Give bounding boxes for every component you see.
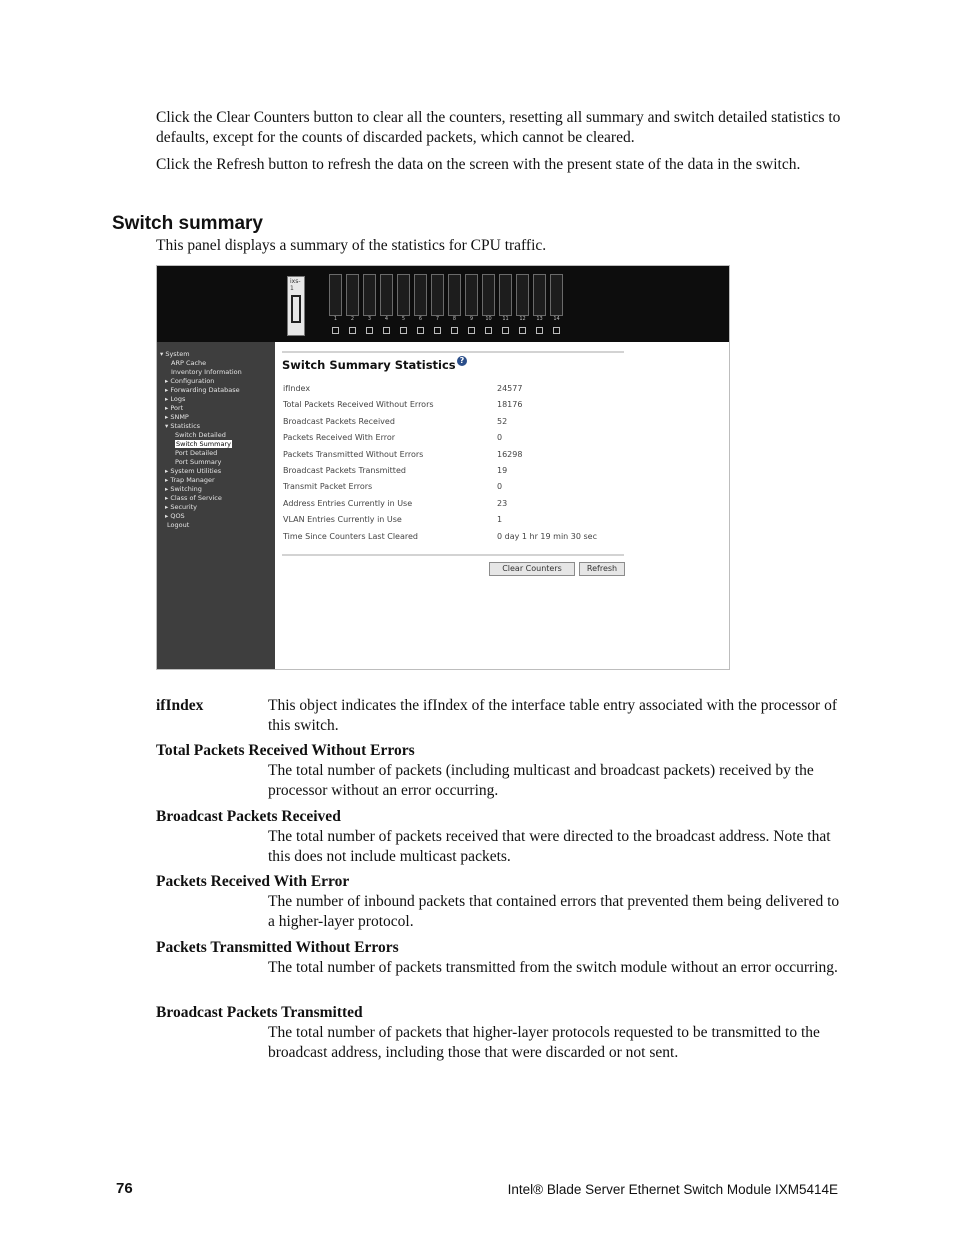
port-slot[interactable] <box>363 274 376 316</box>
stat-value: 0 <box>497 433 503 443</box>
nav-item[interactable]: Port Detailed <box>175 449 218 457</box>
stat-label: Broadcast Packets Received <box>283 416 395 426</box>
port-slot[interactable] <box>431 274 444 316</box>
port-number: 11 <box>502 316 509 322</box>
nav-item[interactable]: ▸ System Utilities <box>165 467 222 475</box>
port-number: 13 <box>536 316 543 322</box>
nav-item[interactable]: ▸ SNMP <box>165 413 189 421</box>
port-slot[interactable] <box>448 274 461 316</box>
nav-item[interactable]: Inventory Information <box>171 368 242 376</box>
clear-counters-button[interactable]: Clear Counters <box>489 562 575 576</box>
definition-term: Broadcast Packets Transmitted <box>156 1004 363 1021</box>
port-led-icon <box>332 327 339 334</box>
stat-value: 23 <box>497 498 508 508</box>
stat-value: 19 <box>497 466 508 475</box>
nav-item[interactable]: Logout <box>167 521 190 529</box>
intro-clear-counters-paragraph: Click the Clear Counters button to clear all the counters, resetting all summary and switch detailed statistics to defaults, except for the counts of discarded packets, which cannot be cleared. <box>156 109 841 146</box>
port-slot[interactable] <box>329 274 342 316</box>
port-number: 14 <box>553 316 560 322</box>
port-slot[interactable] <box>533 274 546 316</box>
port-number: 5 <box>401 316 406 322</box>
port-slot[interactable] <box>550 274 563 316</box>
definition-text: The total number of packets (including multicast and broadcast packets) received by the processor without an error occurring. <box>268 762 814 799</box>
stat-value: 16298 <box>497 449 523 459</box>
port-slot[interactable] <box>414 274 427 316</box>
switch-unit-icon <box>287 276 305 336</box>
port-led-icon <box>434 327 441 334</box>
nav-item[interactable]: Switch Detailed <box>175 431 226 439</box>
port-slot[interactable] <box>499 274 512 316</box>
definition-term: Broadcast Packets Received <box>156 807 341 825</box>
top-divider <box>282 351 624 353</box>
section-heading: Switch summary <box>112 213 263 234</box>
port-led-icon <box>519 327 526 334</box>
nav-item[interactable]: ▸ QOS <box>165 512 185 520</box>
port-number: 4 <box>384 316 389 322</box>
port-number: 3 <box>367 316 372 322</box>
port-number: 10 <box>485 316 492 322</box>
port-led-icon <box>502 327 509 334</box>
port-led-icon <box>417 327 424 334</box>
port-number: 7 <box>435 316 440 322</box>
nav-item[interactable]: ▸ Switching <box>165 485 202 493</box>
nav-item[interactable]: ▸ Port <box>165 404 184 412</box>
nav-item[interactable]: ▸ Security <box>165 503 198 511</box>
port-strip <box>329 274 581 330</box>
nav-item[interactable]: ARP Cache <box>171 359 207 367</box>
definition-term: Packets Received With Error <box>156 873 350 890</box>
stat-label: Time Since Counters Last Cleared <box>283 531 418 541</box>
stat-label: ifIndex <box>283 384 311 393</box>
stat-value: 1 <box>497 515 503 525</box>
definition-term: ifIndex <box>156 697 204 714</box>
page-number: 76 <box>116 1180 133 1197</box>
port-led-icon <box>451 327 458 334</box>
bottom-divider <box>282 554 624 556</box>
intro-refresh-paragraph: Click the Refresh button to refresh the data on the screen with the present state of the data in the switch. <box>156 156 801 173</box>
stat-label: Transmit Packet Errors <box>283 482 373 492</box>
stat-value: 24577 <box>497 384 523 393</box>
port-slot[interactable] <box>465 274 478 316</box>
nav-item[interactable]: ▾ Statistics <box>165 422 201 430</box>
port-led-icon <box>553 327 560 334</box>
port-led-icon <box>349 327 356 334</box>
statistics-panel <box>275 342 730 670</box>
port-number: 2 <box>350 316 355 322</box>
unit-label: ixs-1 <box>290 278 301 292</box>
stat-value: 52 <box>497 416 508 426</box>
panel-title: Switch Summary Statistics <box>282 358 456 372</box>
stat-label: Address Entries Currently in Use <box>283 498 413 508</box>
nav-item[interactable]: Switch Summary <box>176 440 231 448</box>
stat-label: Packets Received With Error <box>283 433 396 443</box>
definition-text: The number of inbound packets that contained errors that prevented them being delivered to a higher-layer protocol. <box>268 893 840 930</box>
stat-value: 0 day 1 hr 19 min 30 sec <box>497 531 597 541</box>
port-slot[interactable] <box>380 274 393 316</box>
footer-title: Intel® Blade Server Ethernet Switch Module IXM5414E <box>507 1182 838 1197</box>
switch-banner <box>157 266 729 342</box>
navigation-tree <box>157 342 275 670</box>
port-led-icon <box>383 327 390 334</box>
question-icon[interactable]: ? <box>457 356 467 366</box>
port-number: 9 <box>469 316 474 322</box>
definition-text: The total number of packets received that were directed to the broadcast address. Note that this does not include multicast packets. <box>268 827 831 865</box>
nav-item[interactable]: ▸ Class of Service <box>165 494 222 502</box>
definition-text: This object indicates the ifIndex of the interface table entry associated with the processor of this switch. <box>268 697 837 734</box>
port-slot[interactable] <box>397 274 410 316</box>
nav-item[interactable]: ▾ System <box>160 350 190 358</box>
nav-item[interactable]: ▸ Logs <box>165 395 186 403</box>
port-led-icon <box>468 327 475 334</box>
stat-value: 18176 <box>497 400 523 410</box>
port-led-icon <box>400 327 407 334</box>
stat-label: Total Packets Received Without Errors <box>283 400 434 410</box>
definition-term: Packets Transmitted Without Errors <box>156 938 399 956</box>
definition-text: The total number of packets transmitted from the switch module without an error occurring. <box>268 958 838 976</box>
switch-summary-screenshot <box>156 265 730 670</box>
port-led-icon <box>366 327 373 334</box>
stat-label: Broadcast Packets Transmitted <box>283 466 406 475</box>
port-number: 12 <box>519 316 526 322</box>
refresh-button[interactable]: Refresh <box>579 562 625 576</box>
stat-label: VLAN Entries Currently in Use <box>283 515 402 525</box>
nav-item[interactable]: ▸ Forwarding Database <box>165 386 240 394</box>
port-led-icon <box>536 327 543 334</box>
port-number: 8 <box>452 316 457 322</box>
port-number: 1 <box>333 316 338 322</box>
port-slot[interactable] <box>346 274 359 316</box>
stat-value: 0 <box>497 482 503 492</box>
definition-text: The total number of packets that higher-layer protocols requested to be transmitted to the broadcast address, including those that were discarded or not sent. <box>268 1024 820 1061</box>
port-led-icon <box>485 327 492 334</box>
stat-label: Packets Transmitted Without Errors <box>283 449 424 459</box>
nav-item[interactable]: ▸ Trap Manager <box>165 476 215 484</box>
nav-item[interactable]: ▸ Configuration <box>165 377 215 385</box>
port-slot[interactable] <box>516 274 529 316</box>
port-slot[interactable] <box>482 274 495 316</box>
nav-item[interactable]: Port Summary <box>175 458 222 466</box>
section-lead-paragraph: This panel displays a summary of the statistics for CPU traffic. <box>156 237 547 254</box>
definition-term: Total Packets Received Without Errors <box>156 742 415 759</box>
port-number: 6 <box>418 316 423 322</box>
